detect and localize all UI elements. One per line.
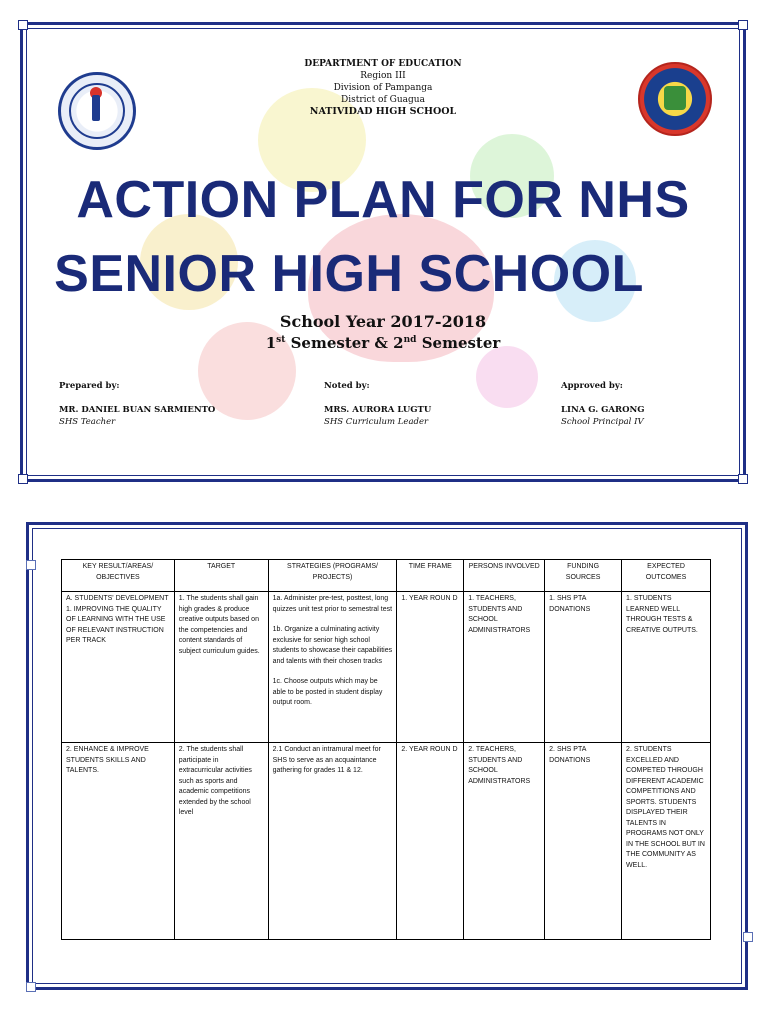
strategies-cell: 1a. Administer pre-test, posttest, long quizzes unit test prior to semestral test 1b. Organize a culminating activity exclusive for senior high school students to showcase their capabilities and talents with their chosen tracks 1c. Choose outputs which may be able to be posted in student display output room. bbox=[268, 592, 397, 743]
region: Region III bbox=[360, 71, 406, 81]
header-persons: PERSONS INVOLVED bbox=[464, 560, 545, 592]
persons-cell: 2. TEACHERS, STUDENTS AND SCHOOL ADMINISTRATORS bbox=[464, 743, 545, 940]
signatory-prepared: Prepared by: MR. DANIEL BUAN SARMIENTO SHS Teacher bbox=[59, 381, 216, 427]
target-cell: 1. The students shall gain high grades & produce creative outputs based on the competencies and content standards of subject curriculum guides. bbox=[174, 592, 268, 743]
header-kra: KEY RESULT/AREAS/ OBJECTIVES bbox=[62, 560, 175, 592]
kra-cell: A. STUDENTS' DEVELOPMENT 1. IMPROVING THE QUALITY OF LEARNING WITH THE USE OF RELEVANT INSTRUCTION PER TRACK bbox=[62, 592, 175, 743]
letterhead bbox=[260, 58, 506, 118]
signatory-noted: Noted by: MRS. AURORA LUGTU SHS Curriculum Leader bbox=[324, 381, 432, 427]
cover-page bbox=[20, 22, 746, 482]
header-outcomes: EXPECTED OUTCOMES bbox=[622, 560, 711, 592]
deped-seal-icon bbox=[58, 72, 136, 150]
school-year: School Year 2017-2018 bbox=[279, 312, 487, 331]
header-funding: FUNDING SOURCES bbox=[545, 560, 622, 592]
corner-marker bbox=[18, 474, 28, 484]
corner-marker bbox=[18, 20, 28, 30]
funding-cell: 2. SHS PTA DONATIONS bbox=[545, 743, 622, 940]
outcomes-cell: 1. STUDENTS LEARNED WELL THROUGH TESTS & CREATIVE OUTPUTS. bbox=[622, 592, 711, 743]
semester-line: 1st Semester & 2nd Semester bbox=[265, 334, 501, 352]
time-frame-cell: 1. YEAR ROUN D bbox=[397, 592, 464, 743]
action-plan-table bbox=[61, 559, 711, 940]
target-cell: 2. The students shall participate in extracurricular activities such as sports and academic competitions extended by the school level bbox=[174, 743, 268, 940]
anchor-marker bbox=[26, 982, 36, 992]
kra-cell: 2. ENHANCE & IMPROVE STUDENTS SKILLS AND TALENTS. bbox=[62, 743, 175, 940]
table-header-row bbox=[62, 560, 711, 592]
corner-marker bbox=[738, 20, 748, 30]
signatory-approved: Approved by: LINA G. GARONG School Principal IV bbox=[561, 381, 645, 427]
header-target: TARGET bbox=[174, 560, 268, 592]
division: Division of Pampanga bbox=[333, 83, 433, 93]
anchor-marker bbox=[743, 932, 753, 942]
table-row bbox=[62, 743, 711, 940]
title-line-2: SENIOR HIGH SCHOOL bbox=[54, 245, 644, 303]
persons-cell: 1. TEACHERS, STUDENTS AND SCHOOL ADMINISTRATORS bbox=[464, 592, 545, 743]
title-line-1: ACTION PLAN FOR NHS bbox=[76, 171, 690, 229]
refresh-bubble-icon bbox=[476, 346, 538, 408]
header-strategies: STRATEGIES (PROGRAMS/ PROJECTS) bbox=[268, 560, 397, 592]
header-time-frame: TIME FRAME bbox=[397, 560, 464, 592]
school-name: NATIVIDAD HIGH SCHOOL bbox=[309, 106, 457, 117]
corner-marker bbox=[738, 474, 748, 484]
table-row bbox=[62, 592, 711, 743]
department-name: DEPARTMENT OF EDUCATION bbox=[304, 59, 462, 69]
district: District of Guagua bbox=[341, 95, 425, 105]
time-frame-cell: 2. YEAR ROUN D bbox=[397, 743, 464, 940]
funding-cell: 1. SHS PTA DONATIONS bbox=[545, 592, 622, 743]
anchor-marker bbox=[26, 560, 36, 570]
school-seal-icon bbox=[638, 62, 712, 136]
strategies-cell: 2.1 Conduct an intramural meet for SHS to serve as an acquaintance gathering for grades 11 & 12. bbox=[268, 743, 397, 940]
outcomes-cell: 2. STUDENTS EXCELLED AND COMPETED THROUGH DIFFERENT ACADEMIC COMPETITIONS AND SPORTS. STUDENTS DISPLAYED THEIR TALENTS IN PROGRAMS NOT ONLY IN THE SCHOOL BUT IN THE COMMUNITY AS WELL. bbox=[622, 743, 711, 940]
